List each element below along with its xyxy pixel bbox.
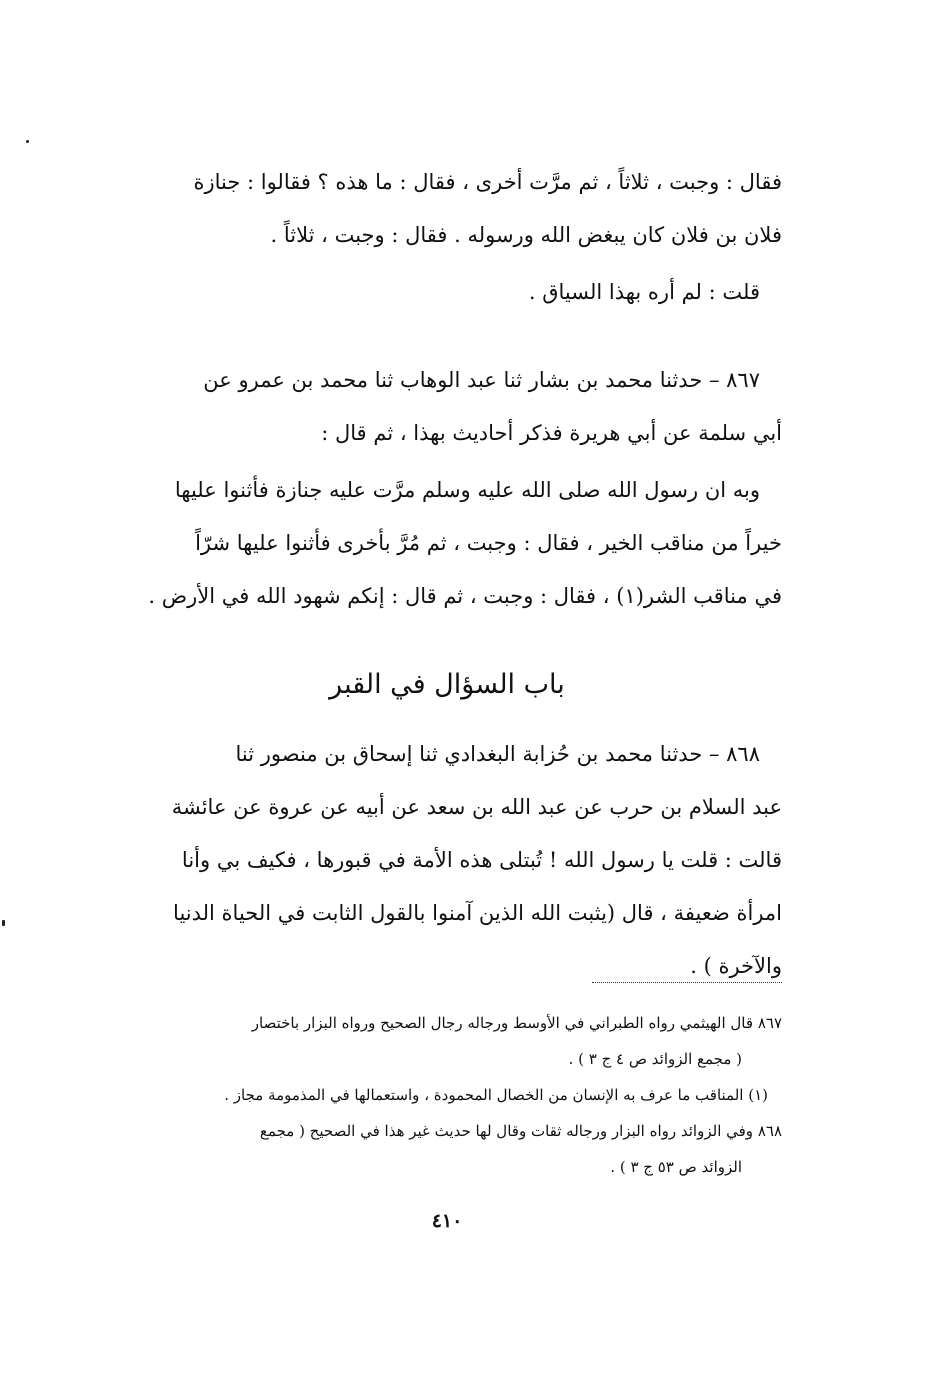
footnote-line: (١) المناقب ما عرف به الإنسان من الخصال المحمودة ، واستعمالها في المذمومة مجاز .: [224, 1086, 768, 1104]
footnote-line: الزوائد ص ٥٣ ج ٣ ) .: [610, 1158, 742, 1176]
footnotes: [112, 1005, 782, 1185]
scan-speck: [26, 140, 29, 143]
text-line: عبد السلام بن حرب عن عبد الله بن سعد عن أبيه عن عروة عن عائشة: [171, 795, 782, 819]
text-line: أبي سلمة عن أبي هريرة فذكر أحاديث بهذا ، ثم قال :: [321, 421, 782, 445]
footnote-line: ٨٦٧ قال الهيثمي رواه الطبراني في الأوسط ورجاله رجال الصحيح ورواه البزار باختصار: [251, 1014, 782, 1032]
text-line: وبه ان رسول الله صلى الله عليه وسلم مرَّت عليه جنازة فأثنوا عليها: [174, 478, 760, 502]
text-line: خيراً من مناقب الخير ، فقال : وجبت ، ثم مُرَّ بأخرى فأثنوا عليها شرّاً: [195, 531, 782, 555]
footnote-line: ( مجمع الزوائد ص ٤ ج ٣ ) .: [568, 1050, 742, 1068]
text-line: فلان بن فلان كان يبغض الله ورسوله . فقال : وجبت ، ثلاثاً .: [270, 223, 782, 247]
text-line: ٨٦٧ – حدثنا محمد بن بشار ثنا عبد الوهاب ثنا محمد بن عمرو عن: [203, 368, 760, 392]
paragraph-note: [112, 266, 782, 319]
text-line: ٨٦٨ – حدثنا محمد بن حُزابة البغدادي ثنا إسحاق بن منصور ثنا: [235, 742, 760, 766]
text-line: والآخرة ) .: [690, 954, 782, 978]
footnote-line: ٨٦٨ وفي الزوائد رواه البزار ورجاله ثقات وقال لها حديث غير هذا في الصحيح ( مجمع: [259, 1122, 782, 1140]
paragraph-continuation: [112, 156, 782, 262]
paragraph-hadith-867: [112, 354, 782, 460]
text-line: فقال : وجبت ، ثلاثاً ، ثم مرَّت أخرى ، فقال : ما هذه ؟ فقالوا : جنازة: [193, 170, 782, 194]
page-number: ٤١٠: [431, 1210, 463, 1232]
text-line: في مناقب الشر(١) ، فقال : وجبت ، ثم قال : إنكم شهود الله في الأرض .: [148, 584, 782, 608]
paragraph-hadith-868: [112, 728, 782, 993]
scan-speck: [2, 920, 5, 926]
text-line: قالت : قلت يا رسول الله ! تُبتلى هذه الأمة في قبورها ، فكيف بي وأنا: [181, 848, 782, 872]
paragraph-hadith-text: [112, 464, 782, 623]
footnote-separator: [592, 982, 782, 983]
text-line: قلت : لم أره بهذا السياق .: [528, 280, 760, 304]
text-line: امرأة ضعيفة ، قال (يثبت الله الذين آمنوا بالقول الثابت في الحياة الدنيا: [173, 901, 782, 925]
chapter-heading: باب السؤال في القبر: [329, 669, 565, 700]
